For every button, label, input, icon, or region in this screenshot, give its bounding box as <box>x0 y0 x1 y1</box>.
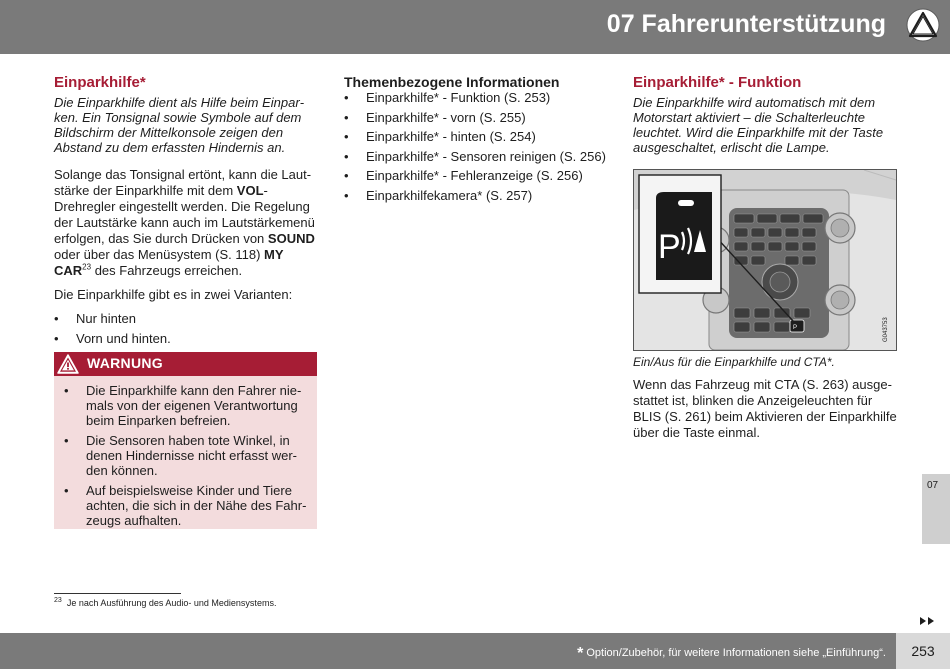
column-einparkhilfe <box>54 74 317 351</box>
related-link[interactable]: • Einparkhilfe* - Funktion (S. 253) <box>344 90 609 106</box>
figure-code: G043753 <box>883 317 889 342</box>
variants-list <box>54 311 317 347</box>
section-title: Themenbezogene Informationen <box>344 74 560 90</box>
footnote-number: 23 <box>54 597 62 604</box>
list-item: • Auf beispielsweise Kinder und Tiere achten, die sich in der Nähe des Fahrzeugs aufhalten. <box>64 483 307 528</box>
list-item: • Die Einparkhilfe kann den Fahrer niemals von der eigenen Verantwortung beim Einparken befreien. <box>64 383 307 428</box>
console-figure <box>633 169 897 351</box>
related-link[interactable]: • Einparkhilfe* - hinten (S. 254) <box>344 129 609 145</box>
column-funktion <box>633 74 898 449</box>
footnote-text: Je nach Ausführung des Audio- und Mediensystems. <box>66 598 277 608</box>
small-park-button-label: P <box>793 325 798 331</box>
chapter-header <box>0 0 950 54</box>
intro-text: Die Einparkhilfe dient als Hilfe beim Einparken. Ein Tonsignal sowie Symbole auf dem Bildschirm der Mittelkonsole zeigen den Abstand zu dem erfassten Hindernis an. <box>54 95 305 155</box>
warning-box <box>54 352 317 529</box>
page-footer <box>0 633 896 669</box>
section-title: Einparkhilfe* <box>54 74 146 91</box>
related-link[interactable]: • Einparkhilfe* - Sensoren reinigen (S. 256) <box>344 149 609 165</box>
figure-caption: Ein/Aus für die Einparkhilfe und CTA*. <box>633 355 835 369</box>
page-number: 253 <box>896 633 950 669</box>
related-link[interactable]: • Einparkhilfe* - vorn (S. 255) <box>344 110 609 126</box>
center-console-illustration <box>634 170 896 350</box>
warning-label: WARNUNG <box>87 355 163 371</box>
related-link[interactable]: • Einparkhilfe* - Fehleranzeige (S. 256) <box>344 168 609 184</box>
park-button-label: P <box>658 228 681 266</box>
volume-paragraph: Solange das Tonsignal ertönt, kann die Lautstärke der Einparkhilfe mit dem VOL-Drehregler eingestellt werden. Die Regelung der Lautstärke kann auch im Lautstärkemenü erfolgen, das Sie durch Drücken von SOUND oder über das Menüsystem (S. 118) MY CAR$^{23}$ des Fahrzeugs erreichen. <box>54 167 315 278</box>
section-title: Einparkhilfe* - Funktion <box>633 74 802 91</box>
cta-paragraph: Wenn das Fahrzeug mit CTA (S. 263) ausgestattet ist, blinken die Anzeigeleuchten für BLIS (S. 261) beim Aktivieren der Einparkhilfe über die Taste einmal. <box>633 377 897 440</box>
list-item: • Nur hinten <box>54 311 317 327</box>
footnote-ref: 23 <box>82 262 92 272</box>
column-related-info <box>344 74 609 208</box>
related-links-list <box>344 90 609 204</box>
variants-paragraph: Die Einparkhilfe gibt es in zwei Varianten: <box>54 287 293 302</box>
list-item: • Vorn und hinten. <box>54 331 317 347</box>
intro-text: Die Einparkhilfe wird automatisch mit dem Motorstart aktiviert – die Schalterleuchte leuchtet. Wird die Einparkhilfe mit der Taste ausgeschaltet, erlischt die Lampe. <box>633 95 884 155</box>
chapter-tab-label: 07 <box>927 480 939 491</box>
chapter-side-tab[interactable] <box>922 474 950 544</box>
chapter-title: 07 Fahrerunterstützung <box>606 10 886 38</box>
continue-arrows-icon[interactable] <box>918 616 938 626</box>
related-link[interactable]: • Einparkhilfekamera* (S. 257) <box>344 188 609 204</box>
list-item: • Die Sensoren haben tote Winkel, in denen Hindernisse nicht erfasst werden können. <box>64 433 307 478</box>
footer-note: * Option/Zubehör, für weitere Informationen siehe „Einführung“. <box>577 645 886 662</box>
warning-header <box>54 352 317 376</box>
footnote <box>54 598 276 608</box>
warning-triangle-icon <box>56 353 80 375</box>
warning-list <box>54 376 317 528</box>
footnote-divider <box>54 593 181 594</box>
warning-triangle-icon <box>906 8 940 42</box>
